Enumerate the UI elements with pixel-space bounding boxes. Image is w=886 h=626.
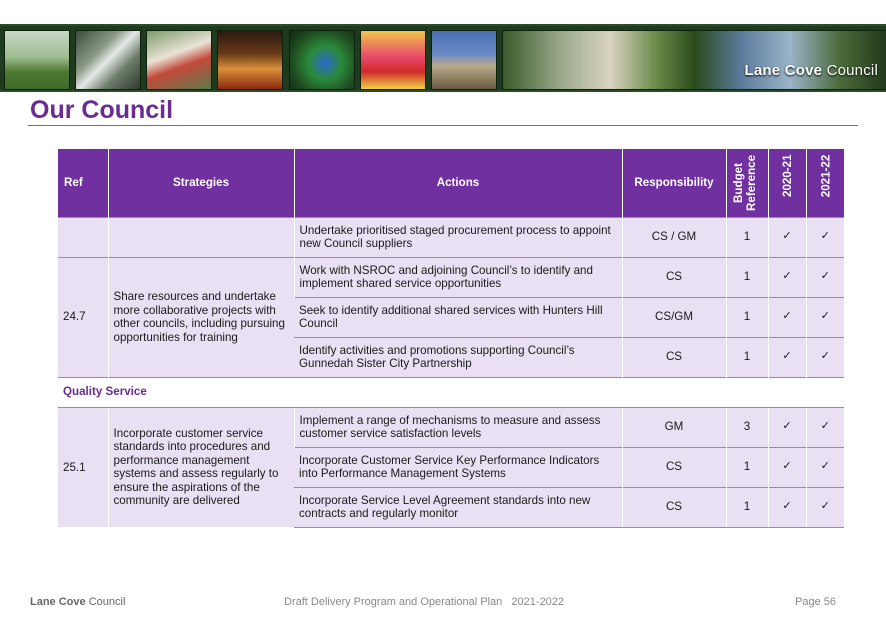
header-year-2020-21: [768, 149, 806, 217]
strategy-cell: Share resources and undertake more collaborative projects with other councils, including pursuing opportunities for training: [108, 257, 294, 377]
header-budget-text: Budget Reference: [731, 154, 758, 211]
responsibility-cell: CS: [622, 257, 726, 297]
check-2020-21: ✓: [768, 217, 806, 257]
responsibility-cell: CS: [622, 337, 726, 377]
section-label-quality-service: Quality Service: [58, 377, 844, 407]
footer-document-title: Draft Delivery Program and Operational Plan 2021-2022: [284, 596, 565, 608]
header-year-2021-22: [806, 149, 844, 217]
brand-name-bold: Lane Cove: [744, 62, 823, 79]
check-2020-21: ✓: [768, 297, 806, 337]
header-strategies: Strategies: [108, 149, 294, 217]
action-cell: Undertake prioritised staged procurement process to appoint new Council suppliers: [294, 217, 622, 257]
night-market-photo: [217, 30, 283, 90]
ref-cell: [58, 217, 108, 257]
responsibility-cell: CS: [622, 487, 726, 527]
header-budget-reference: [726, 149, 768, 217]
action-cell: Incorporate Service Level Agreement standards into new contracts and regularly monitor: [294, 487, 622, 527]
check-2021-22: ✓: [806, 337, 844, 377]
check-2020-21: ✓: [768, 407, 806, 447]
check-2021-22: ✓: [806, 447, 844, 487]
check-2020-21: ✓: [768, 487, 806, 527]
check-2021-22: ✓: [806, 487, 844, 527]
park-photo: [4, 30, 70, 90]
footer-org-bold: Lane Cove: [30, 596, 86, 608]
check-2021-22: ✓: [806, 217, 844, 257]
header-ref: Ref: [58, 149, 108, 217]
ref-cell: 24.7: [58, 257, 108, 377]
check-2020-21: ✓: [768, 447, 806, 487]
performer-photo: [360, 30, 426, 90]
strategy-cell: [108, 217, 294, 257]
action-cell: Identify activities and promotions supporting Council’s Gunnedah Sister City Partnership: [294, 337, 622, 377]
check-2020-21: ✓: [768, 257, 806, 297]
action-cell: Implement a range of mechanisms to measure and assess customer service satisfaction levels: [294, 407, 622, 447]
building-photo: [431, 30, 497, 90]
table-row: [58, 257, 844, 297]
header-responsibility: Responsibility: [622, 149, 726, 217]
brand-name-light: Council: [826, 62, 878, 79]
footer-org-light: Council: [88, 596, 126, 608]
lorikeet-photo: [289, 30, 355, 90]
responsibility-cell: CS/GM: [622, 297, 726, 337]
action-cell: Incorporate Customer Service Key Performance Indicators into Performance Management Systems: [294, 447, 622, 487]
budget-cell: 1: [726, 257, 768, 297]
check-2020-21: ✓: [768, 337, 806, 377]
header-year2-text: 2021-22: [818, 154, 832, 198]
section-row: [58, 377, 844, 407]
budget-cell: 1: [726, 297, 768, 337]
header-banner: [0, 24, 886, 92]
title-divider: [28, 125, 858, 126]
responsibility-cell: GM: [622, 407, 726, 447]
check-2021-22: ✓: [806, 257, 844, 297]
budget-cell: 1: [726, 447, 768, 487]
dancers-photo: [146, 30, 212, 90]
responsibility-cell: CS: [622, 447, 726, 487]
check-2021-22: ✓: [806, 407, 844, 447]
table-header-row: [58, 149, 844, 217]
footer-org: [30, 596, 125, 608]
budget-cell: 3: [726, 407, 768, 447]
operational-plan-table: [58, 149, 844, 528]
responsibility-cell: CS / GM: [622, 217, 726, 257]
header-year1-text: 2020-21: [780, 154, 794, 198]
header-actions: Actions: [294, 149, 622, 217]
riverside-photo: [502, 30, 886, 90]
strategy-cell: Incorporate customer service standards into procedures and performance management systems and assess regularly to ensure the aspirations of the community are delivered: [108, 407, 294, 527]
brand-logo: [745, 62, 878, 79]
table-row: [58, 407, 844, 447]
action-cell: Work with NSROC and adjoining Council’s to identify and implement shared service opportunities: [294, 257, 622, 297]
page-title: Our Council: [30, 96, 174, 124]
action-cell: Seek to identify additional shared services with Hunters Hill Council: [294, 297, 622, 337]
check-2021-22: ✓: [806, 297, 844, 337]
budget-cell: 1: [726, 217, 768, 257]
budget-cell: 1: [726, 487, 768, 527]
waterfall-photo: [75, 30, 141, 90]
ref-cell: 25.1: [58, 407, 108, 527]
budget-cell: 1: [726, 337, 768, 377]
table-row: [58, 217, 844, 257]
footer-page-number: Page 56: [795, 596, 836, 608]
